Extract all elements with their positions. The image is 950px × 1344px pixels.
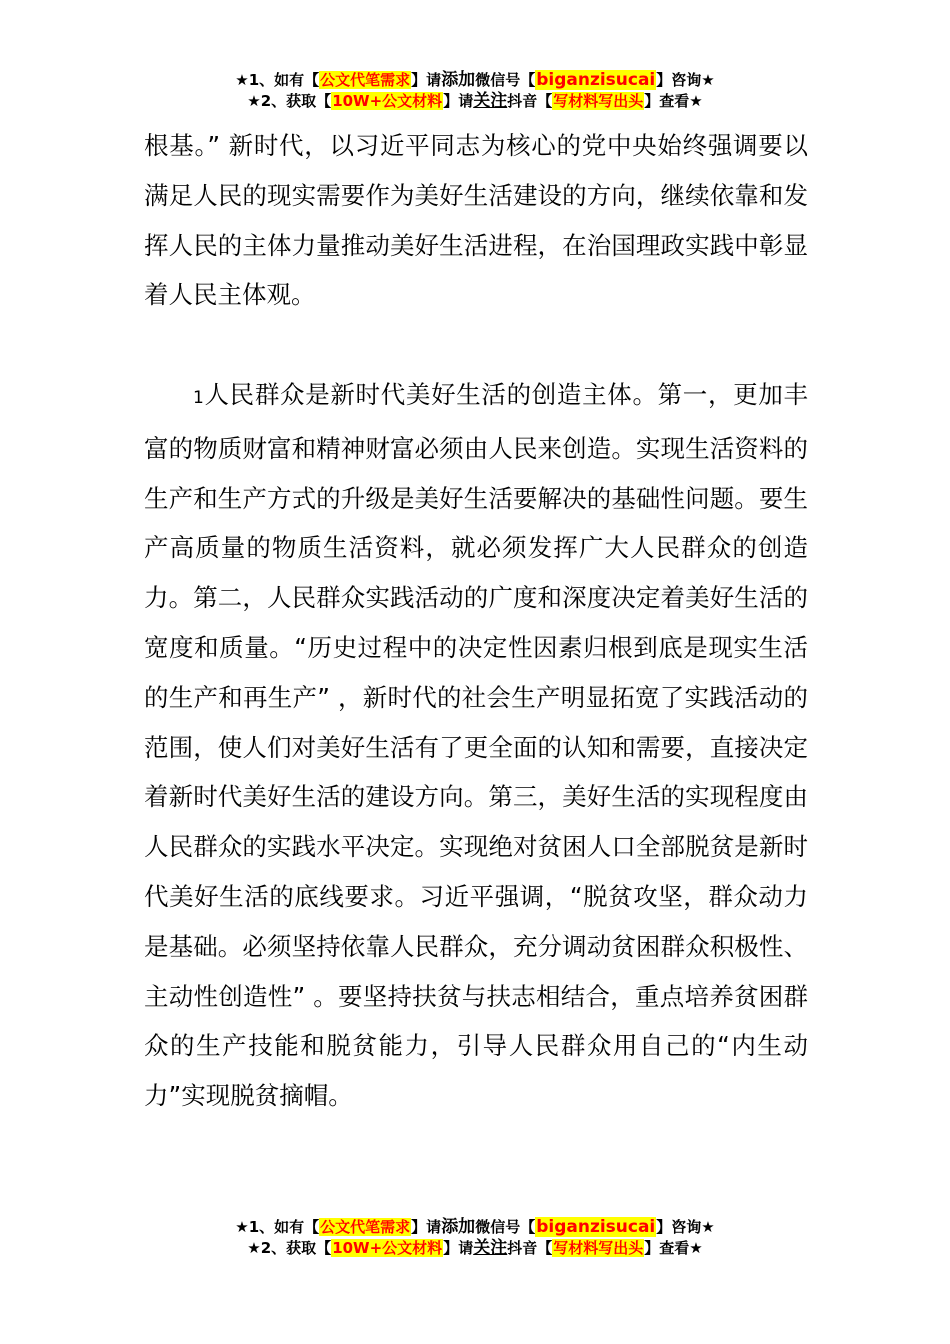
header-promo-banner — [0, 70, 950, 112]
promo-highlight-service: 公文代笔需求 — [320, 71, 411, 89]
promo-highlight-materials: 10W+公文材料 — [332, 1239, 443, 1257]
promo-highlight-douyin: 写材料写出头 — [553, 1239, 644, 1257]
promo-line-2: ★2、获取【10W+公文材料】请关注抖音【写材料写出头】查看★ — [247, 91, 703, 111]
promo-highlight-douyin: 写材料写出头 — [553, 92, 644, 110]
body-paragraph-1: 根基。” 新时代，以习近平同志为核心的党中央始终强调要以满足人民的现实需要作为美好生活建设的方向，继续依靠和发挥人民的主体力量推动美好生活进程，在治国理政实践中彰显着人民主体观。 — [144, 131, 808, 310]
footer-promo-banner — [0, 1217, 950, 1259]
promo-highlight-materials: 10W+公文材料 — [332, 92, 443, 110]
section-number: 1 — [193, 388, 204, 408]
promo-highlight-wechat-id: biganzisucai — [536, 70, 656, 90]
body-paragraph-2: 1人民群众是新时代美好生活的创造主体。第一，更加丰富的物质财富和精神财富必须由人民来创造。实现生活资料的生产和生产方式的升级是美好生活要解决的基础性问题。要生产高质量的物质生活资料，就必须发挥广大人民群众的创造力。第二，人民群众实践活动的广度和深度决定着美好生活的宽度和质量。“历史过程中的决定性因素归根到底是现实生活的生产和再生产” ，新时代的社会生产明显拓宽了实践活动的范围，使人们对美好生活有了更全面的认知和需要，直接决定着新时代美好生活的建设方向。第三，美好生活的实现程度由人民群众的实践水平决定。实现绝对贫困人口全部脱贫是新时代美好生活的底线要求。习近平强调，“脱贫攻坚，群众动力是基础。必须坚持依靠人民群众，充分调动贫困群众积极性、主动性创造性” 。要坚持扶贫与扶志相结合，重点培养贫困群众的生产技能和脱贫能力，引导人民群众用自己的“内生动力”实现脱贫摘帽。 — [144, 380, 808, 1111]
promo-line-1: ★1、如有【公文代笔需求】请添加微信号【biganzisucai】咨询★ — [235, 70, 715, 90]
promo-highlight-service: 公文代笔需求 — [320, 1218, 411, 1236]
promo-line-1: ★1、如有【公文代笔需求】请添加微信号【biganzisucai】咨询★ — [235, 1217, 715, 1237]
promo-line-2: ★2、获取【10W+公文材料】请关注抖音【写材料写出头】查看★ — [247, 1238, 703, 1258]
promo-highlight-wechat-id: biganzisucai — [536, 1217, 656, 1237]
